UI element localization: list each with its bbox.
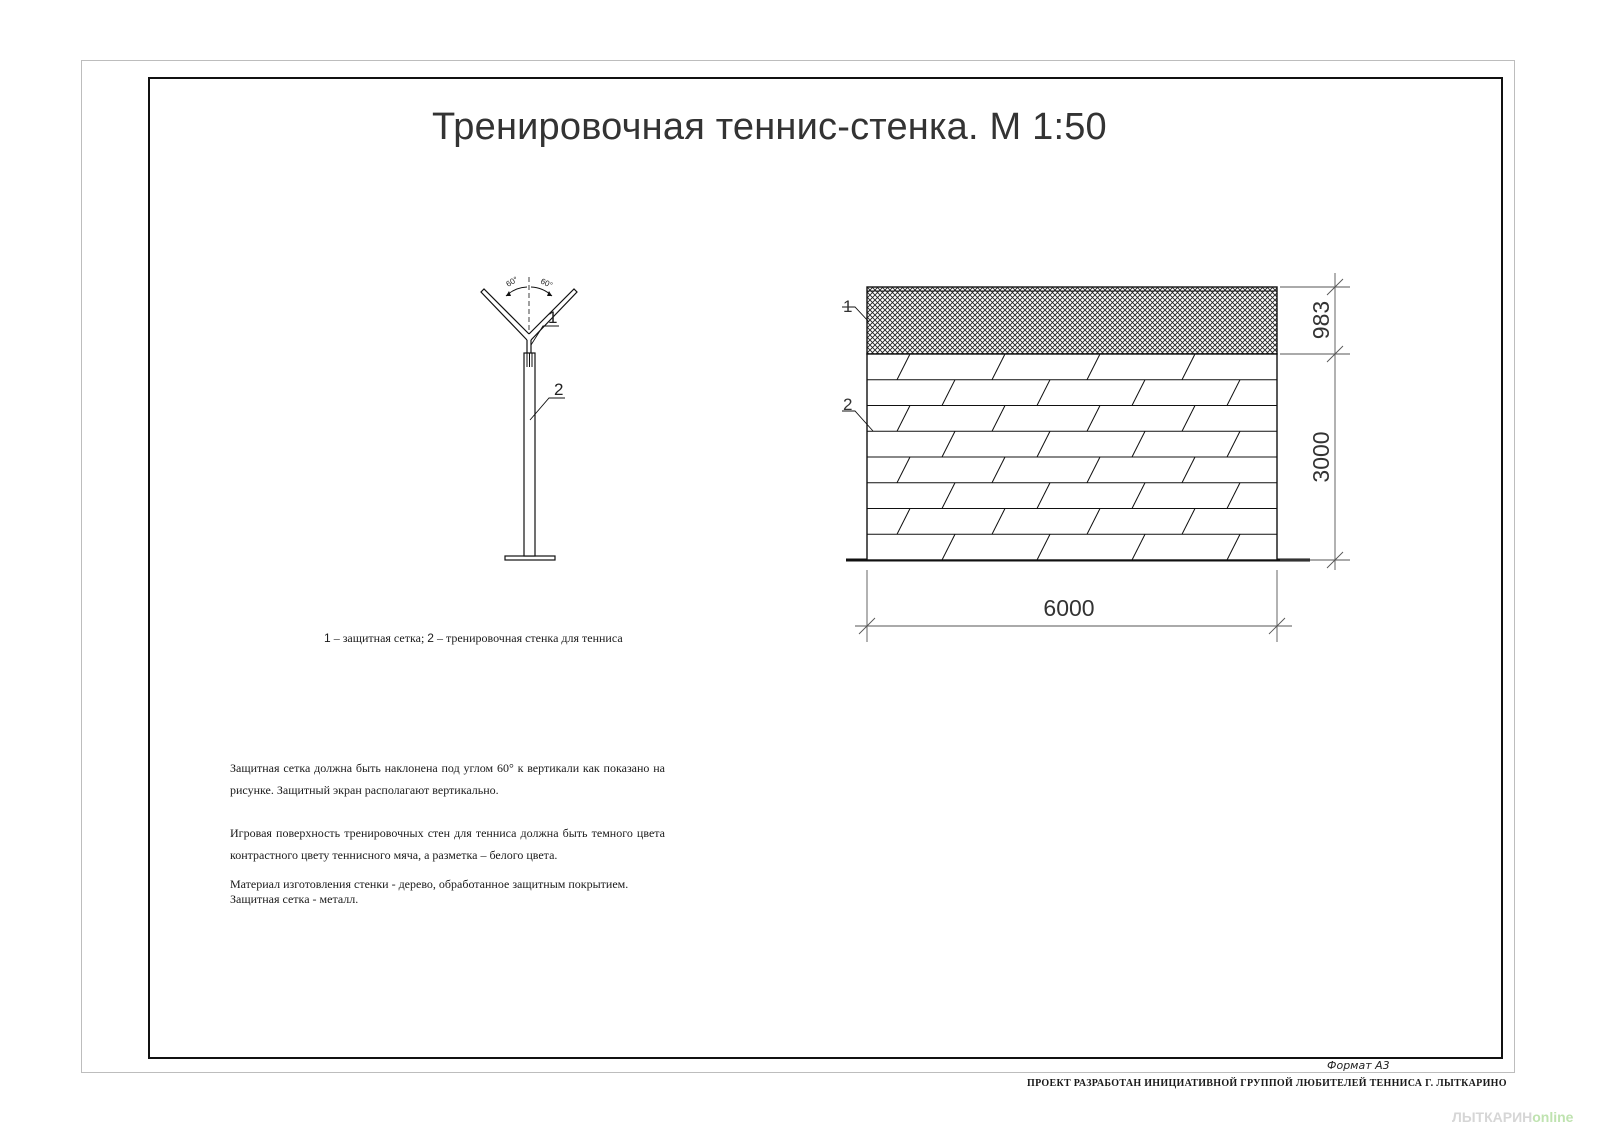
angle-label-right: 60° <box>539 276 554 290</box>
note-materials <box>230 877 690 907</box>
watermark-main: ЛЫТКАРИН <box>1452 1109 1533 1125</box>
legend-text-2: – тренировочная стенка для тенниса <box>433 631 623 645</box>
side-view <box>481 274 577 560</box>
footer-credit: ПРОЕКТ РАЗРАБОТАН ИНИЦИАТИВНОЙ ГРУППОЙ ЛЮБИТЕЛЕЙ ТЕННИСА Г. ЛЫТКАРИНО <box>1027 1078 1507 1089</box>
site-watermark <box>1452 1109 1573 1125</box>
side-callout-2: 2 <box>554 380 564 399</box>
format-label: Формат А3 <box>1327 1059 1390 1072</box>
protective-net <box>867 287 1277 354</box>
note-materials-line-2: Защитная сетка - металл. <box>230 892 359 906</box>
side-view-post <box>524 353 535 556</box>
side-callout-1: 1 <box>548 308 558 327</box>
note-materials-line-1: Материал изготовления стенки - дерево, обработанное защитным покрытием. <box>230 877 629 891</box>
dim-wall-height: 3000 <box>1308 431 1334 483</box>
angle-label-left: 60° <box>504 274 520 289</box>
legend-number-1: 1 <box>324 631 331 645</box>
legend-text-1: – защитная сетка; <box>330 631 428 645</box>
legend <box>324 631 623 646</box>
note-net-angle: Защитная сетка должна быть наклонена под углом 60° к вертикали как показано на рисунке. Защитный экран располагают вертикально. <box>230 761 665 797</box>
note-surface-color: Игровая поверхность тренировочных стен для тенниса должна быть темного цвета контрастного цвету теннисного мяча, а разметка – белого цвета. <box>230 826 665 862</box>
legend-number-2: 2 <box>427 631 434 645</box>
dim-width: 6000 <box>1043 595 1095 621</box>
drawing-title: Тренировочная теннис-стенка. М 1:50 <box>432 106 1107 148</box>
dim-net-height: 983 <box>1308 300 1334 340</box>
watermark-accent: online <box>1532 1109 1574 1125</box>
front-view <box>842 287 1310 560</box>
front-callout-2: 2 <box>843 395 853 414</box>
front-callout-1: 1 <box>843 297 853 316</box>
